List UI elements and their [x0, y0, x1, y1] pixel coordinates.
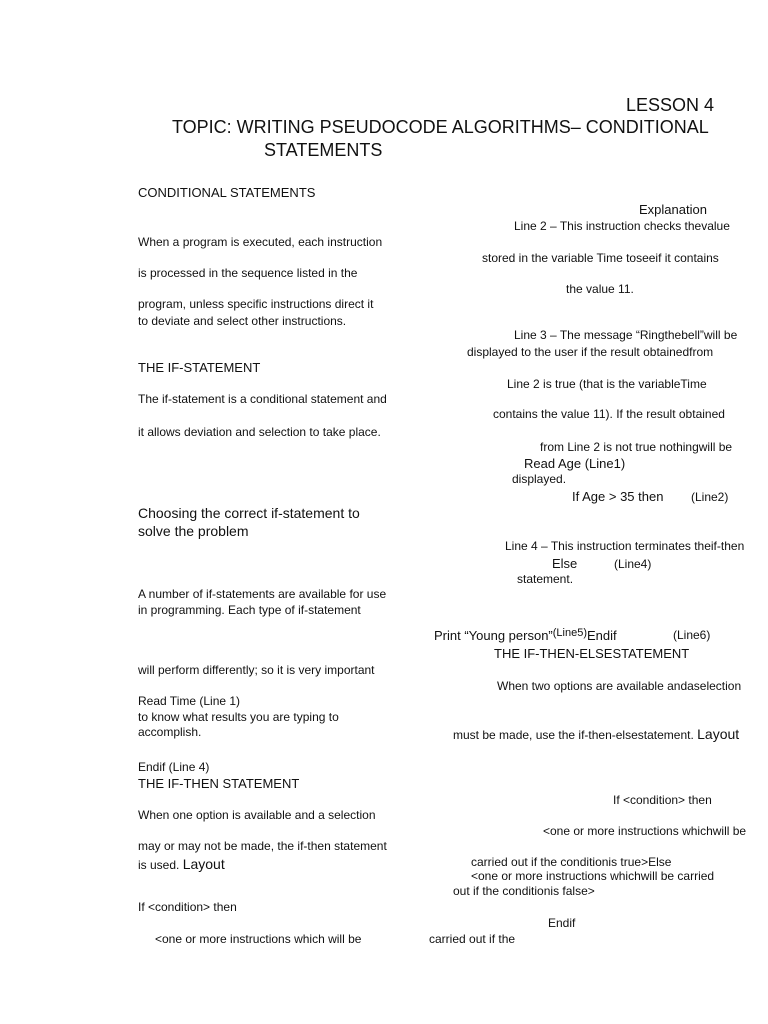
topic-title-line1: TOPIC: WRITING PSEUDOCODE ALGORITHMS– CONDITIONAL [172, 117, 709, 137]
else-line-label: (Line4) [614, 557, 652, 571]
if-age-line-label: (Line2) [691, 490, 729, 504]
layout-label: Layout [182, 856, 225, 872]
line3-explanation-3: Line 2 is true (that is the variableTime [507, 377, 707, 391]
line2-explanation-1: Line 2 – This instruction checks thevalue [514, 219, 730, 233]
when-one-text-2: may or may not be made, the if-then statement [138, 839, 387, 853]
endif-line-label: (Line6) [673, 628, 711, 642]
statement-text: statement. [517, 572, 574, 586]
carried-out-else-code: carried out if the conditionis true>Else [471, 855, 672, 869]
print-young-code [434, 628, 617, 642]
line4-explanation-1: Line 4 – This instruction terminates theif-then [505, 539, 745, 553]
intro-text-2: is processed in the sequence listed in the [138, 266, 358, 280]
if-age-code: If Age > 35 then [572, 489, 664, 504]
if-statement-text-1: The if-statement is a conditional statement and [138, 392, 387, 406]
line3-explanation-1: Line 3 – The message “Ringthebell”will be [514, 328, 738, 342]
intro-text-1: When a program is executed, each instruction [138, 235, 383, 249]
endif-code: Endif [587, 628, 617, 643]
if-statement-heading: THE IF-STATEMENT [138, 360, 261, 375]
lesson-number: LESSON 4 [626, 95, 715, 115]
print-young-text: Print “Young person” [434, 628, 553, 643]
read-age-code: Read Age (Line1) [524, 456, 626, 471]
read-time-code: Read Time (Line 1) [138, 694, 241, 708]
false-condition-code: out if the conditionis false> [453, 884, 595, 898]
number-text-2: in programming. Each type of if-statement [138, 603, 361, 617]
carried-out-code: carried out if the [429, 932, 516, 946]
topic-title-line2: STATEMENTS [264, 140, 383, 160]
endif-line4-code: Endif (Line 4) [138, 760, 210, 774]
line3-explanation-4: contains the value 11). If the result obtained [493, 407, 725, 421]
number-text-1: A number of if-statements are available for use [138, 587, 387, 601]
if-then-else-heading: THE IF-THEN-ELSESTATEMENT [494, 646, 690, 661]
know-text-1: to know what results you are typing to [138, 710, 339, 724]
intro-text-4: to deviate and select other instructions. [138, 314, 347, 328]
line2-explanation-2: stored in the variable Time toseeif it contains [482, 251, 719, 265]
when-one-text-3 [138, 857, 225, 871]
when-one-text-3-prefix: is used. [138, 858, 183, 872]
line3-explanation-5: from Line 2 is not true nothingwill be [540, 440, 733, 454]
instructions-carried-code: <one or more instructions whichwill be carried [471, 869, 715, 883]
if-statement-text-2: it allows deviation and selection to take place. [138, 425, 381, 439]
if-condition-code: If <condition> then [138, 900, 237, 914]
line3-explanation-2: displayed to the user if the result obtainedfrom [467, 345, 714, 359]
intro-text-3: program, unless specific instructions direct it [138, 297, 374, 311]
two-options-text-1: When two options are available andaselection [497, 679, 742, 693]
print-young-line-label: (Line5) [552, 627, 588, 639]
know-text-2: accomplish. [138, 725, 202, 739]
if-then-heading: THE IF-THEN STATEMENT [138, 776, 300, 791]
instructions-code-right: <one or more instructions whichwill be [543, 824, 747, 838]
endif-bottom-code: Endif [548, 916, 576, 930]
when-one-text-1: When one option is available and a selection [138, 808, 376, 822]
else-code: Else [552, 556, 578, 571]
displayed-text: displayed. [512, 472, 567, 486]
conditional-statements-heading: CONDITIONAL STATEMENTS [138, 185, 316, 200]
layout-label-right: Layout [697, 726, 740, 742]
line2-explanation-3: the value 11. [566, 282, 634, 296]
if-condition-code-right: If <condition> then [613, 793, 712, 807]
choosing-heading-1: Choosing the correct if-statement to [138, 505, 360, 521]
two-options-text-2 [453, 727, 739, 741]
perform-text: will perform differently; so it is very important [138, 663, 375, 677]
instructions-code: <one or more instructions which will be [155, 932, 362, 946]
explanation-heading: Explanation [639, 202, 707, 217]
two-options-text-2-prefix: must be made, use the if-then-elsestatement. [453, 728, 698, 742]
choosing-heading-2: solve the problem [138, 523, 249, 539]
